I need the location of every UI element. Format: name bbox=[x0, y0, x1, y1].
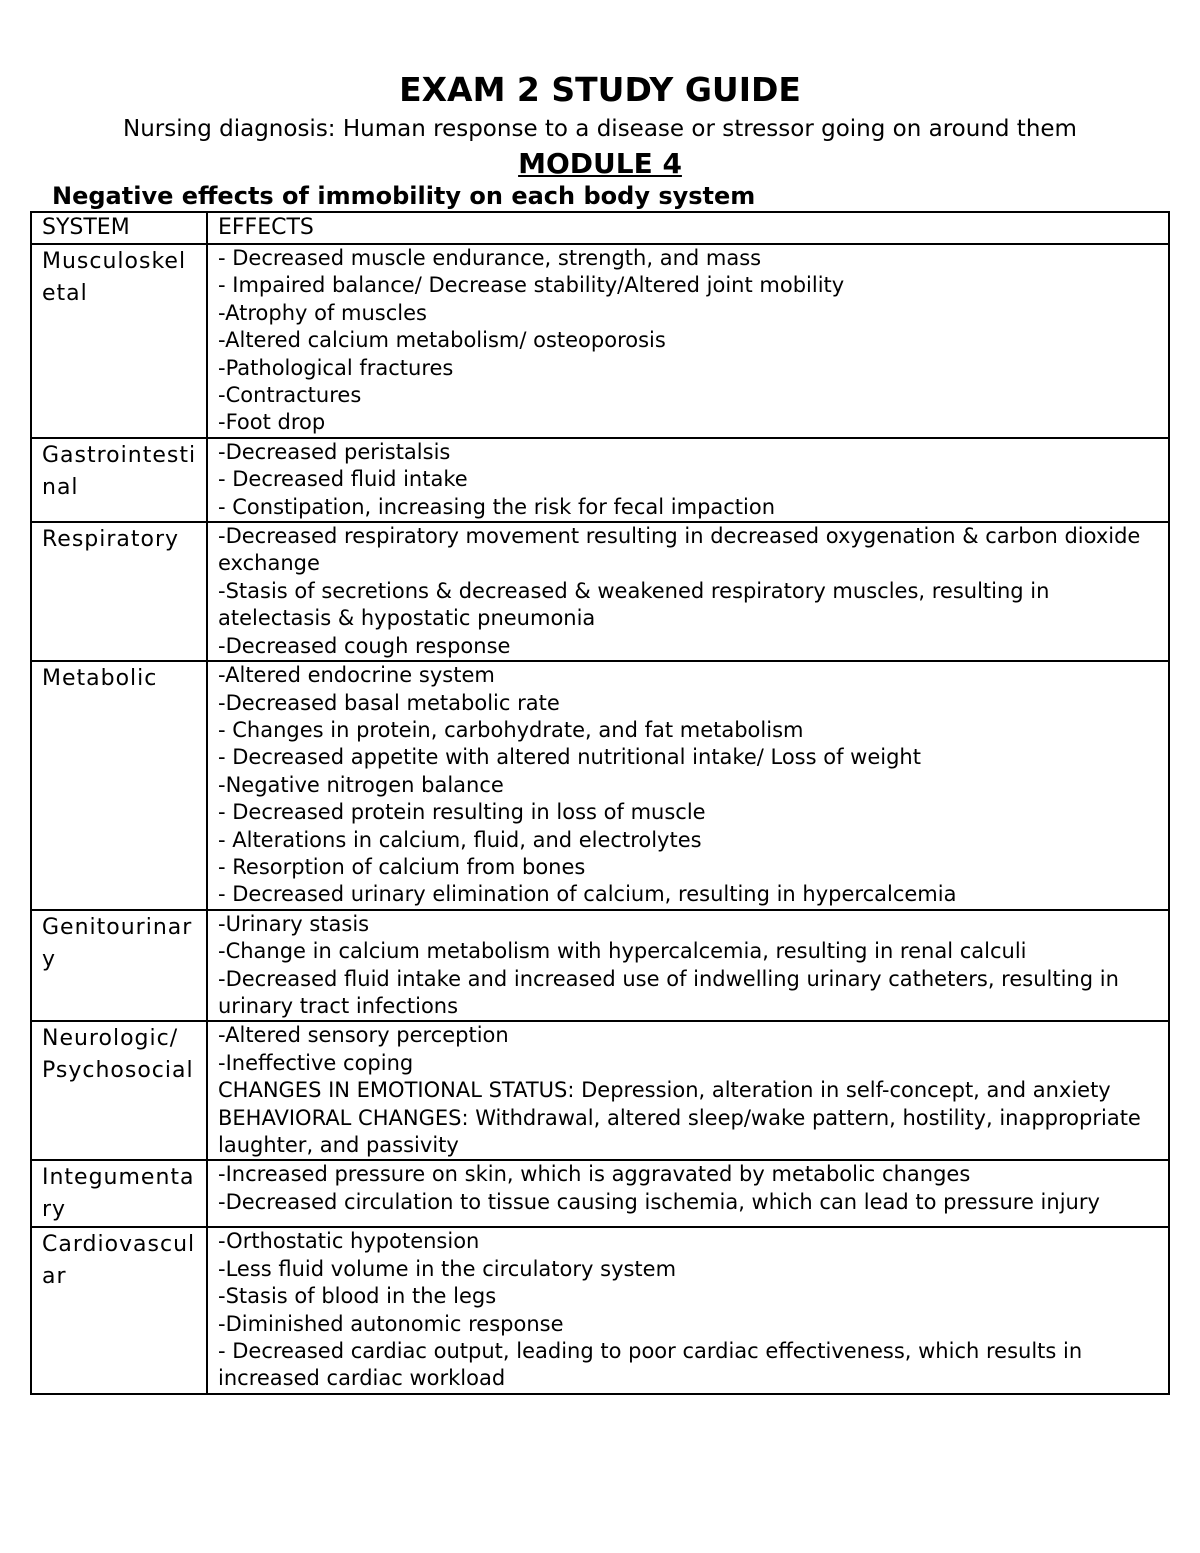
effect-item: -Altered sensory perception bbox=[218, 1023, 509, 1048]
effect-item: -Decreased respiratory movement resulting in decreased oxygenation & carbon dioxide exchange bbox=[218, 524, 1141, 576]
section-heading: Negative effects of immobility on each body system bbox=[52, 182, 756, 210]
effect-item: BEHAVIORAL CHANGES: Withdrawal, altered sleep/wake pattern, hostility, inappropriate laughter, and passivity bbox=[218, 1105, 1141, 1157]
system-name-cell: Musculoskeletal bbox=[31, 244, 207, 438]
table-row bbox=[31, 1160, 1169, 1227]
effects-cell bbox=[207, 910, 1169, 1022]
effect-item: - Alterations in calcium, fluid, and electrolytes bbox=[218, 827, 702, 852]
table-row bbox=[31, 244, 1169, 438]
immobility-effects-table bbox=[30, 211, 1170, 1395]
effect-item: -Urinary stasis bbox=[218, 911, 370, 936]
table-body bbox=[31, 244, 1169, 1394]
system-name-cell: Gastrointestinal bbox=[31, 438, 207, 522]
effects-cell bbox=[207, 1160, 1169, 1227]
effect-item: -Decreased peristalsis bbox=[218, 439, 451, 464]
effect-item: -Altered calcium metabolism/ osteoporosis bbox=[218, 328, 666, 353]
effects-cell bbox=[207, 1021, 1169, 1160]
document-title: EXAM 2 STUDY GUIDE bbox=[399, 70, 801, 109]
effects-cell bbox=[207, 661, 1169, 910]
document-subtitle: Nursing diagnosis: Human response to a disease or stressor going on around them bbox=[123, 116, 1077, 142]
system-name-cell: Cardiovascular bbox=[31, 1227, 207, 1393]
effect-item: -Contractures bbox=[218, 383, 362, 408]
table-row bbox=[31, 910, 1169, 1022]
effect-item: -Decreased cough response bbox=[218, 633, 511, 658]
effect-item: - Decreased appetite with altered nutritional intake/ Loss of weight bbox=[218, 745, 921, 770]
module-heading: MODULE 4 bbox=[518, 147, 682, 180]
effect-item: - Resorption of calcium from bones bbox=[218, 854, 586, 879]
header-effects: EFFECTS bbox=[207, 212, 1169, 244]
effect-item: -Foot drop bbox=[218, 410, 326, 435]
effect-item: -Pathological fractures bbox=[218, 355, 454, 380]
table-row bbox=[31, 661, 1169, 910]
effects-cell bbox=[207, 438, 1169, 522]
effect-item: -Decreased basal metabolic rate bbox=[218, 690, 560, 715]
effect-item: -Atrophy of muscles bbox=[218, 300, 427, 325]
effect-item: -Stasis of blood in the legs bbox=[218, 1284, 497, 1309]
effects-cell bbox=[207, 1227, 1169, 1393]
effects-cell bbox=[207, 244, 1169, 438]
effect-item: - Decreased urinary elimination of calcium, resulting in hypercalcemia bbox=[218, 882, 957, 907]
effect-item: -Less fluid volume in the circulatory system bbox=[218, 1256, 677, 1281]
system-name-cell: Respiratory bbox=[31, 522, 207, 661]
effect-item: -Decreased circulation to tissue causing ischemia, which can lead to pressure injury bbox=[218, 1189, 1100, 1214]
effect-item: - Decreased muscle endurance, strength, and mass bbox=[218, 246, 762, 270]
effect-item: -Change in calcium metabolism with hypercalcemia, resulting in renal calculi bbox=[218, 939, 1027, 964]
effect-item: -Altered endocrine system bbox=[218, 663, 495, 688]
table-row bbox=[31, 1227, 1169, 1393]
system-name-cell: Metabolic bbox=[31, 661, 207, 910]
system-name-cell: Integumentary bbox=[31, 1160, 207, 1227]
table-row bbox=[31, 1021, 1169, 1160]
effects-cell bbox=[207, 522, 1169, 661]
effect-item: -Negative nitrogen balance bbox=[218, 772, 504, 797]
effect-item: -Ineffective coping bbox=[218, 1050, 414, 1075]
effect-item: -Stasis of secretions & decreased & weakened respiratory muscles, resulting in atelectasis & hypostatic pneumonia bbox=[218, 578, 1050, 631]
table-header-row bbox=[31, 212, 1169, 244]
effect-item: - Impaired balance/ Decrease stability/Altered joint mobility bbox=[218, 273, 845, 298]
effect-item: -Orthostatic hypotension bbox=[218, 1229, 480, 1254]
document-page bbox=[30, 70, 1170, 1395]
effect-item: - Decreased cardiac output, leading to poor cardiac effectiveness, which results in increased cardiac workload bbox=[218, 1339, 1083, 1391]
effect-item: -Increased pressure on skin, which is aggravated by metabolic changes bbox=[218, 1162, 971, 1187]
effect-item: -Decreased fluid intake and increased use of indwelling urinary catheters, resulting in urinary tract infections bbox=[218, 966, 1119, 1018]
system-name-cell: Genitourinary bbox=[31, 910, 207, 1022]
effect-item: - Decreased fluid intake bbox=[218, 467, 468, 492]
effect-item: - Decreased protein resulting in loss of muscle bbox=[218, 800, 706, 825]
effect-item: - Constipation, increasing the risk for fecal impaction bbox=[218, 494, 776, 519]
table-row bbox=[31, 438, 1169, 522]
table-row bbox=[31, 522, 1169, 661]
header-system: SYSTEM bbox=[31, 212, 207, 244]
system-name-cell: Neurologic/ Psychosocial bbox=[31, 1021, 207, 1160]
effect-item: CHANGES IN EMOTIONAL STATUS: Depression, alteration in self-concept, and anxiety bbox=[218, 1078, 1111, 1103]
effect-item: - Changes in protein, carbohydrate, and fat metabolism bbox=[218, 717, 804, 742]
effect-item: -Diminished autonomic response bbox=[218, 1311, 564, 1336]
